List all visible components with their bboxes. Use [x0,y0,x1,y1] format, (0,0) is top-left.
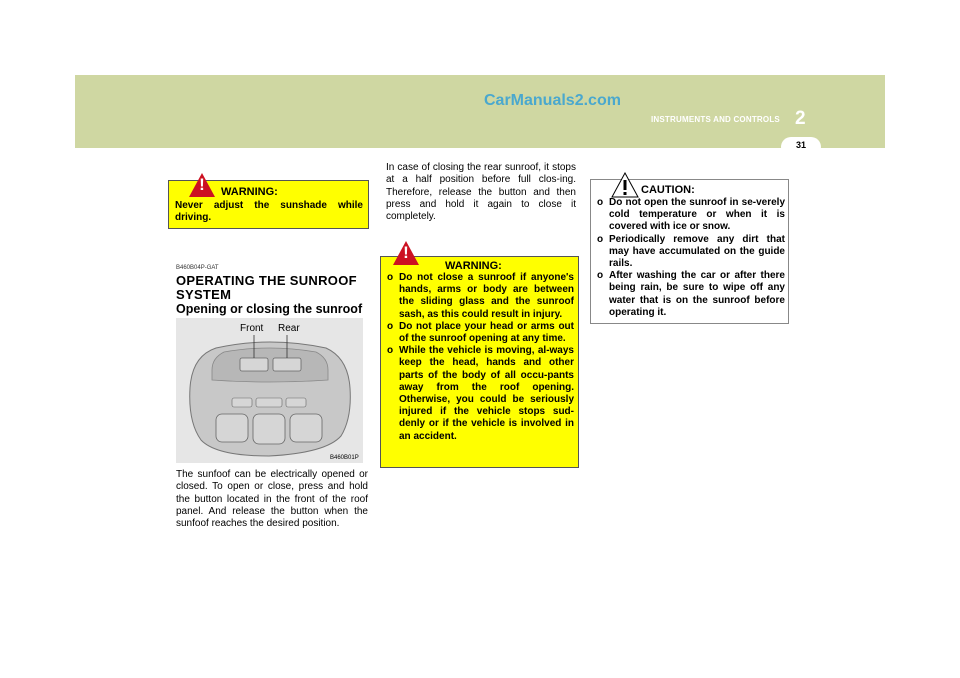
site-watermark[interactable]: CarManuals2.com [484,92,621,109]
sunroof-console-figure [176,318,363,463]
sunroof-caution-box [590,179,789,324]
warning-title: WARNING: [445,260,502,272]
caution-item: o After washing the car or after there being rain, be sure to wipe off any water that is on the sunroof before operating it. [597,270,785,318]
warning-list [387,272,574,443]
page-number: 31 [795,140,806,150]
warning-item: o Do not close a sunroof if anyone's hands, arms or body are between the sliding glass and the sunroof sash, as this could result in injury. [387,272,574,320]
figure-code: B460B01P [330,455,359,461]
sunroof-warning-box [380,243,579,468]
caution-title: CAUTION: [641,184,695,196]
section-title: OPERATING THE SUNROOF SYSTEM [176,273,357,302]
front-sunroof-button [240,358,268,371]
section-code: B460B04P-GAT [176,265,219,271]
chapter-title: INSTRUMENTS AND CONTROLS [651,115,780,124]
warning-title: WARNING: [221,186,278,198]
exclamation-mark: ! [403,243,409,262]
section-subtitle: Opening or closing the sunroof [176,302,363,316]
warning-text: Never adjust the sunshade while driving. [175,200,363,224]
overhead-console-illustration [176,318,363,463]
caution-item: o Periodically remove any dirt that may have accumulated on the guide rails. [597,233,785,270]
caution-item: o Do not open the sunroof in se-verely cold temperature or when it is covered with ice or snow. [597,197,785,233]
caution-triangle-icon [611,172,639,198]
caution-list [597,197,785,319]
warning-item: o While the vehicle is moving, al-ways keep the head, hands and other parts of the body of all occu-pants away from the roof opening. Otherwise, you could be seriously injured if the vehicle stops sud-denly or if the vehicle is involved in an accident. [387,345,574,442]
header-band [75,75,885,148]
chapter-number: 2 [795,108,806,129]
sunroof-operation-text: The sunfoof can be electrically opened or closed. To open or close, press and hold the button located in the front of the roof panel. And release the button when the sunfoof reaches the desired position. [176,469,368,530]
rear-sunroof-intro: In case of closing the rear sunroof, it stops at a half position before full clos-ing. Therefore, release the button and then press and hold it again to close it completely. [386,162,576,223]
sunshade-warning-box [168,175,369,229]
figure-label-rear: Rear [278,323,300,334]
exclamation-mark: ! [199,175,205,194]
rear-sunroof-button [273,358,301,371]
warning-item: o Do not place your head or arms out of the sunroof opening at any time. [387,320,574,345]
figure-label-front: Front [240,323,264,334]
